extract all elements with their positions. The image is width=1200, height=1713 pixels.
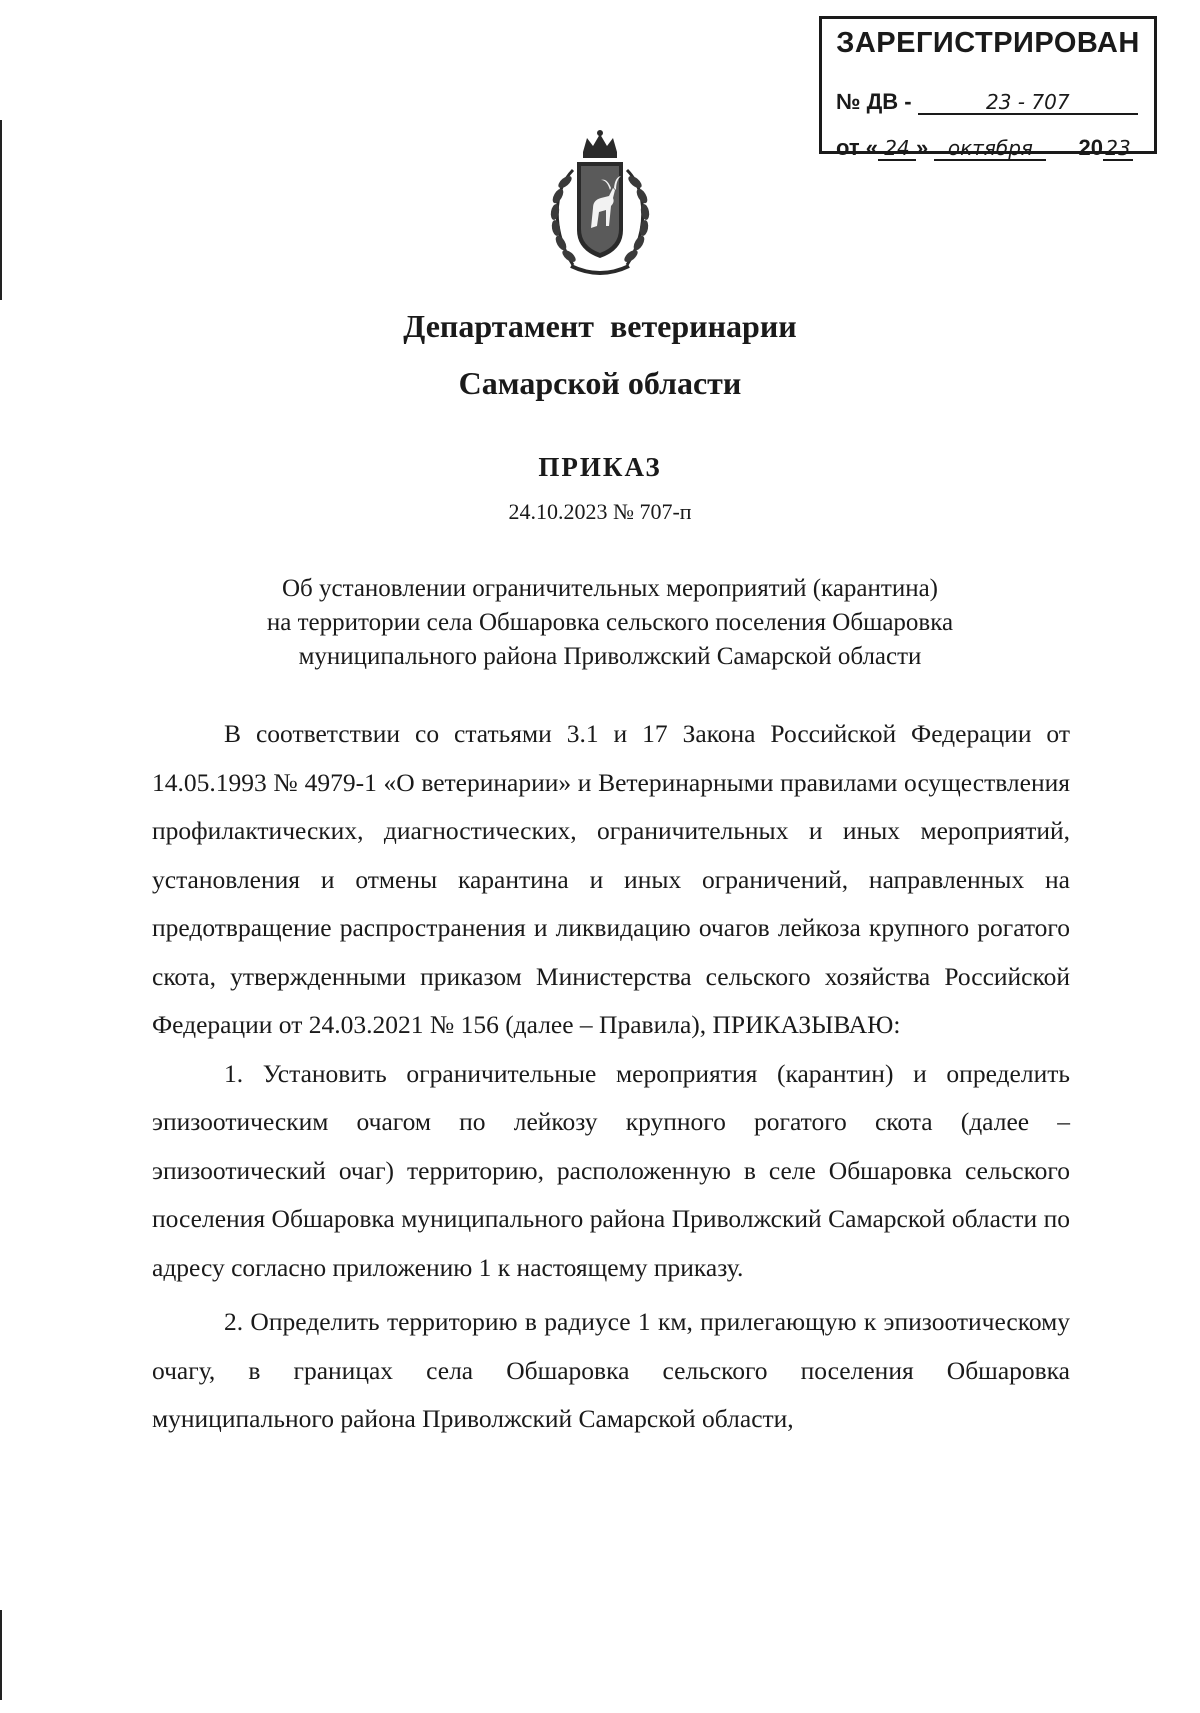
- document-type: ПРИКАЗ: [538, 452, 662, 482]
- stamp-date-prefix: от «: [836, 135, 879, 160]
- stamp-number-prefix: № ДВ -: [836, 89, 912, 114]
- subject-line: Об установлении ограничительных мероприятий (карантина): [281, 575, 939, 602]
- order-item-1: 1. Установить ограничительные мероприятия (карантин) и определить эпизоотическим очагом по лейкозу крупного рогатого скота (далее – эпизоотический очаг) территорию, расположенную в селе Обшаровка сельского поселения Обшаровка муниципального района Приволжский Самарской области по адресу согласно приложению 1 к настоящему приказу.: [152, 1058, 1070, 1282]
- stamp-date-year-prefix: 20: [1078, 135, 1103, 160]
- stamp-number-row: [836, 89, 1138, 115]
- stamp-date-mid: »: [916, 135, 929, 160]
- stamp-date-row: [836, 135, 1133, 161]
- document-body: [152, 710, 1070, 1444]
- subject-line: муниципального района Приволжский Самарской области: [298, 643, 922, 670]
- stamp-date-day: 24: [878, 137, 916, 161]
- subject-line: на территории села Обшаровка сельского поселения Обшаровка: [266, 609, 954, 636]
- document-subject: [180, 572, 1040, 674]
- stamp-number-handwritten: 23 - 707: [918, 91, 1138, 115]
- document-date-number: 24.10.2023 № 707-п: [508, 499, 692, 524]
- stamp-title: ЗАРЕГИСТРИРОВАН: [836, 27, 1140, 59]
- scan-edge-mark: [0, 1610, 2, 1700]
- stamp-date-month: октября: [934, 137, 1046, 161]
- samara-coat-of-arms-icon: [543, 130, 657, 280]
- department-name: Департамент ветеринарии: [403, 308, 797, 344]
- registration-stamp: [819, 16, 1157, 160]
- order-item-2: 2. Определить территорию в радиусе 1 км, прилегающую к эпизоотическому очагу, в границах села Обшаровка сельского поселения Обшаровка муниципального района Приволжский Самарской области,: [152, 1307, 1070, 1433]
- stamp-date-year-suffix: 23: [1103, 137, 1133, 161]
- preamble-paragraph: В соответствии со статьями 3.1 и 17 Закона Российской Федерации от 14.05.1993 № 4979-1 «О ветеринарии» и Ветеринарными правилами осуществления профилактических, диагностических, ограничительных и иных мероприятий, установления и отмены карантина и иных ограничений, направленных на предотвращение распространения и ликвидацию очагов лейкоза крупного рогатого скота, утвержденными приказом Министерства сельского хозяйства Российской Федерации от 24.03.2021 № 156 (далее – Правила), ПРИКАЗЫВАЮ:: [152, 719, 1070, 1039]
- department-region: Самарской области: [458, 365, 742, 401]
- scan-edge-mark: [0, 120, 2, 300]
